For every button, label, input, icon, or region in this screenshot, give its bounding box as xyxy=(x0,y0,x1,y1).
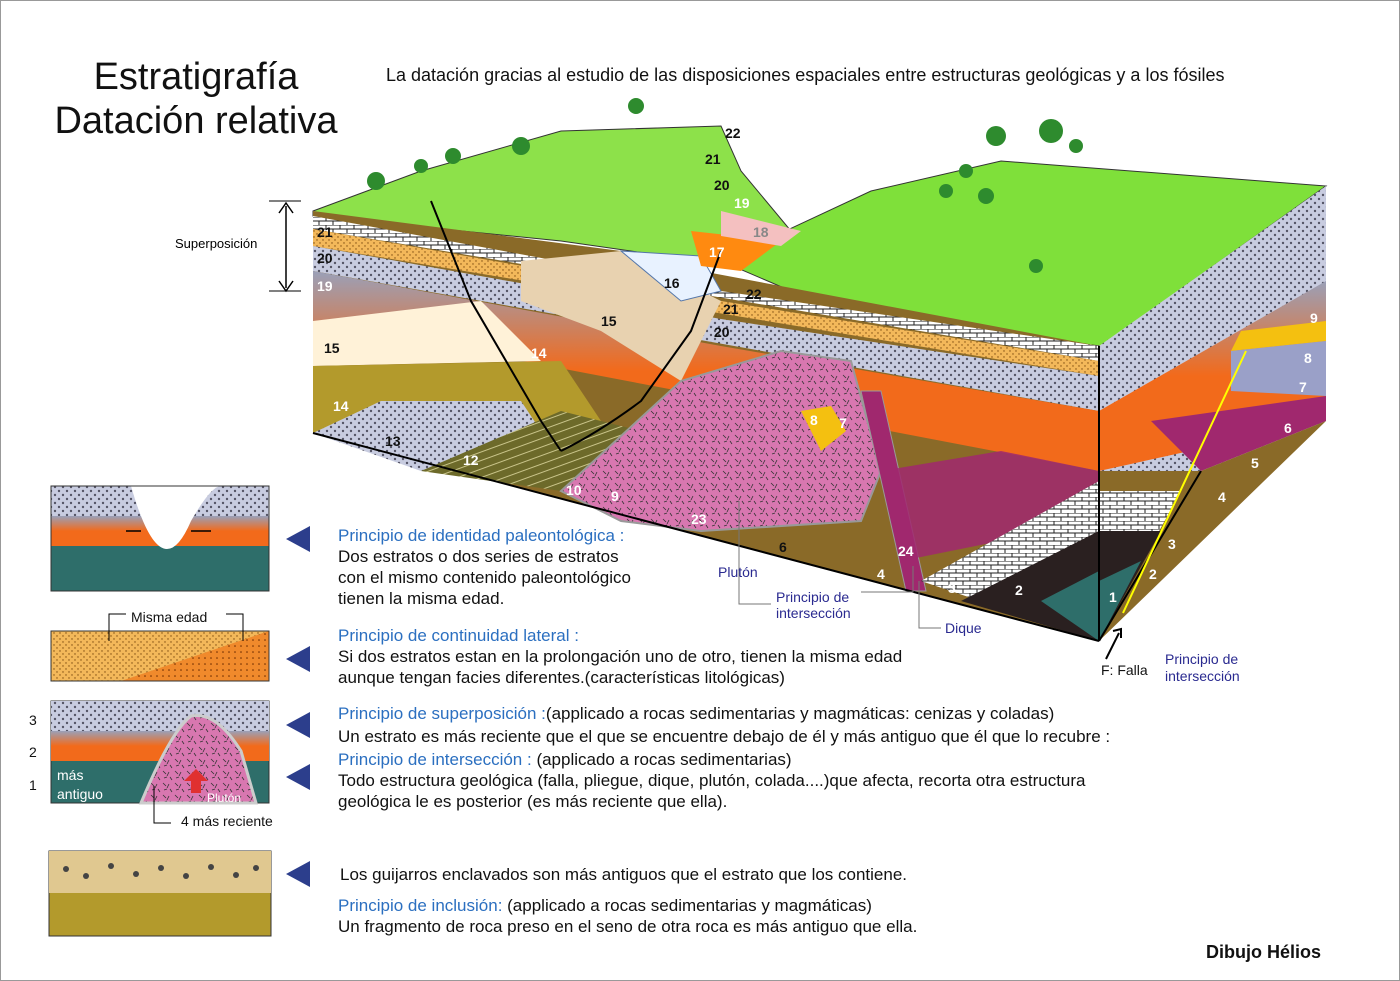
principle-interseccion xyxy=(338,749,1086,812)
layer-label: 22 xyxy=(746,286,762,302)
layer-label: 21 xyxy=(705,151,721,167)
interseccion-label-2: Principio de intersección xyxy=(1165,651,1240,684)
layer-label: 2 xyxy=(1015,582,1023,598)
subtitle: La datación gracias al estudio de las disposiciones espaciales entre estructuras geológicas y a los fósiles xyxy=(386,65,1225,85)
principle-body: Un estrato es más reciente que el que se encuentre debajo de él y más antiguo que él que lo recubre : xyxy=(338,727,1111,746)
credit: Dibujo Hélios xyxy=(1206,942,1322,962)
principle-title: Principio de inclusión: xyxy=(338,896,503,915)
mas-antiguo-label: más antiguo xyxy=(57,767,103,802)
principle-body: Dos estratos o dos series de estratos con el mismo contenido paleontológico tienen la misma edad. xyxy=(338,547,631,608)
layer-label: 17 xyxy=(709,244,725,260)
principle-guijarros: Los guijarros enclavados son más antiguos que el estrato que los contiene. xyxy=(340,865,908,884)
layer-label: 3 xyxy=(948,580,956,596)
principle-title: Principio de superposición : xyxy=(338,704,546,723)
layer-label: 3 xyxy=(1168,536,1176,552)
layer-label: 1 xyxy=(1109,589,1117,605)
mas-reciente-label: 4 más reciente xyxy=(181,813,273,829)
thumb-number: 1 xyxy=(29,777,37,793)
layer-label: 15 xyxy=(601,313,617,329)
interseccion-label: Principio de intersección xyxy=(776,589,851,621)
layer-label: 21 xyxy=(317,224,333,240)
layer-label: 4 xyxy=(877,566,885,582)
principle-superposicion xyxy=(338,703,1110,747)
misma-edad-label: Misma edad xyxy=(131,609,208,625)
pluton-thumb-label: Plutón xyxy=(207,791,242,805)
layer-label: 8 xyxy=(810,412,818,428)
principle-body: Todo estructura geológica (falla, pliegue, dique, plutón, colada....)que afecta, recorta otra estructura geológica le es posterior (es más reciente que ella). xyxy=(338,771,1086,811)
principle-inclusion xyxy=(338,895,917,937)
layer-label: 6 xyxy=(779,539,787,555)
layer-label: 10 xyxy=(566,482,582,498)
principle-body: Si dos estratos estan en la prolongación uno de otro, tienen la misma edad aunque tengan facies diferentes.(características litológicas) xyxy=(338,647,903,687)
pointer-arrow-icon xyxy=(286,712,310,738)
pointer-arrow-icon xyxy=(286,764,310,790)
layer-label: 18 xyxy=(753,224,769,240)
principle-body: Un fragmento de roca preso en el seno de otra roca es más antiguo que ella. xyxy=(338,917,918,936)
thumb-number: 2 xyxy=(29,744,37,760)
layer-label: 9 xyxy=(611,488,619,504)
layer-label: 14 xyxy=(531,345,547,361)
pointer-arrow-icon xyxy=(286,526,310,552)
layer-label: 20 xyxy=(317,250,333,266)
layer-label: 19 xyxy=(734,195,750,211)
layer-label: 23 xyxy=(691,511,707,527)
layer-label: 7 xyxy=(839,415,847,431)
principle-continuidad xyxy=(338,625,902,688)
thumb-number: 3 xyxy=(29,712,37,728)
layer-label: 19 xyxy=(317,278,333,294)
layer-label: 14 xyxy=(333,398,349,414)
layer-label: 13 xyxy=(385,433,401,449)
layer-label: 15 xyxy=(324,340,340,356)
principle-note: (applicado a rocas sedimentarias y magmáticas) xyxy=(502,896,872,915)
title-line-2: Datación relativa xyxy=(54,100,338,142)
layer-label: 21 xyxy=(723,301,739,317)
thumb-inclusion xyxy=(49,851,271,936)
principle-note: (applicado a rocas sedimentarias y magmáticas: cenizas y coladas) xyxy=(545,704,1055,723)
title-line-1: Estratigrafía xyxy=(93,56,299,98)
layer-label: 24 xyxy=(898,543,914,559)
pluton-label: Plutón xyxy=(718,564,758,580)
dique-label: Dique xyxy=(945,620,982,636)
thumbnails xyxy=(41,481,321,951)
pointer-arrow-icon xyxy=(286,861,310,887)
falla-arrow xyxy=(1106,629,1121,659)
thumb-paleontologica xyxy=(51,486,269,591)
layer-label: 6 xyxy=(1284,420,1292,436)
layer-label: 4 xyxy=(1218,489,1226,505)
layer-label: 12 xyxy=(463,452,479,468)
layer-label: 9 xyxy=(1310,310,1318,326)
layer-label: 5 xyxy=(1251,455,1259,471)
layer-label: 2 xyxy=(1149,566,1157,582)
principle-paleontologica xyxy=(338,525,631,609)
layer-label: 20 xyxy=(714,177,730,193)
pointer-arrow-icon xyxy=(286,646,310,672)
principle-title: Principio de intersección : xyxy=(338,750,532,769)
principle-title: Principio de identidad paleontológica : xyxy=(338,526,625,545)
superposicion-label: Superposición xyxy=(175,236,258,251)
layer-label: 8 xyxy=(1304,350,1312,366)
layer-label: 22 xyxy=(725,125,741,141)
principle-title: Principio de continuidad lateral : xyxy=(338,626,579,645)
principle-note: (applicado a rocas sedimentarias) xyxy=(531,750,792,769)
falla-label: F: Falla xyxy=(1101,662,1148,678)
layer-label: 20 xyxy=(714,324,730,340)
layer-label: 16 xyxy=(664,275,680,291)
layer-label: 7 xyxy=(1299,379,1307,395)
